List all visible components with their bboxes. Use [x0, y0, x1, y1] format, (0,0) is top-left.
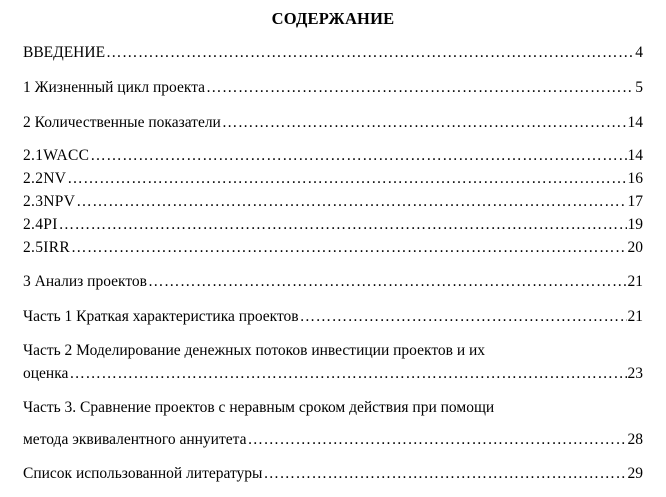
toc-leader-dots — [90, 146, 626, 166]
toc-page-number: 29 — [627, 465, 643, 482]
toc-page-number: 17 — [627, 193, 643, 210]
toc-leader-dots — [59, 215, 627, 235]
toc-entry-project-analysis[interactable] — [23, 272, 643, 292]
toc-leader-dots — [106, 43, 634, 63]
toc-page-number: 19 — [627, 216, 643, 233]
toc-leader-dots — [69, 364, 626, 384]
toc-entry-part2[interactable] — [23, 364, 643, 384]
toc-entry-npv[interactable] — [23, 192, 643, 212]
toc-entry-part2-line1[interactable]: Часть 2 Моделирование денежных потоков инвестиции проектов и их — [23, 342, 486, 359]
toc-leader-dots — [300, 307, 627, 327]
toc-page-number: 20 — [627, 239, 643, 256]
toc-page-number: 4 — [635, 44, 643, 61]
toc-entry-part1[interactable] — [23, 307, 643, 327]
toc-entry-text: ВВЕДЕНИЕ — [23, 44, 106, 61]
toc-page-number: 21 — [627, 273, 643, 290]
toc-leader-dots — [148, 272, 627, 292]
toc-page-number: 5 — [635, 79, 643, 96]
toc-leader-dots — [76, 192, 626, 212]
toc-entry-quantitative-indicators[interactable] — [23, 113, 643, 133]
toc-page-number: 14 — [627, 114, 643, 131]
toc-entry-part3[interactable] — [23, 430, 643, 450]
toc-entry-text: 2.5IRR — [23, 239, 71, 256]
toc-entry-text: 2.3NPV — [23, 193, 76, 210]
toc-entry-text: метода эквивалентного аннуитета — [23, 431, 247, 448]
toc-entry-irr[interactable] — [23, 238, 643, 258]
toc-leader-dots — [263, 464, 626, 484]
toc-entry-project-lifecycle[interactable] — [23, 78, 643, 98]
toc-leader-dots — [67, 169, 626, 189]
toc-entry-text: 2.4PI — [23, 216, 58, 233]
toc-entry-text: Часть 1 Краткая характеристика проектов — [23, 308, 299, 325]
toc-entry-introduction[interactable] — [23, 43, 643, 63]
toc-page-number: 28 — [627, 431, 643, 448]
toc-entry-text: оценка — [23, 365, 69, 382]
toc-entry-text: 2 Количественные показатели — [23, 114, 221, 131]
toc-page-number: 21 — [627, 308, 643, 325]
toc-entry-wacc[interactable] — [23, 146, 643, 166]
toc-page-number: 23 — [627, 365, 643, 382]
toc-entry-text: 2.2NV — [23, 170, 67, 187]
toc-entry-text: 1 Жизненный цикл проекта — [23, 79, 206, 96]
toc-entry-text: Список использованной литературы — [23, 465, 263, 482]
toc-entry-references[interactable] — [23, 464, 643, 484]
toc-leader-dots — [71, 238, 626, 258]
toc-entry-nv[interactable] — [23, 169, 643, 189]
toc-leader-dots — [206, 78, 634, 98]
toc-page-number: 16 — [627, 170, 643, 187]
toc-entry-part3-line1[interactable]: Часть 3. Сравнение проектов с неравным сроком действия при помощи — [23, 399, 495, 416]
page-title: СОДЕРЖАНИЕ — [271, 9, 395, 28]
toc-entry-text: 3 Анализ проектов — [23, 273, 147, 290]
toc-leader-dots — [222, 113, 627, 133]
toc-entry-text: 2.1WACC — [23, 147, 90, 164]
toc-leader-dots — [247, 430, 626, 450]
toc-entry-pi[interactable] — [23, 215, 643, 235]
toc-page-number: 14 — [627, 147, 643, 164]
